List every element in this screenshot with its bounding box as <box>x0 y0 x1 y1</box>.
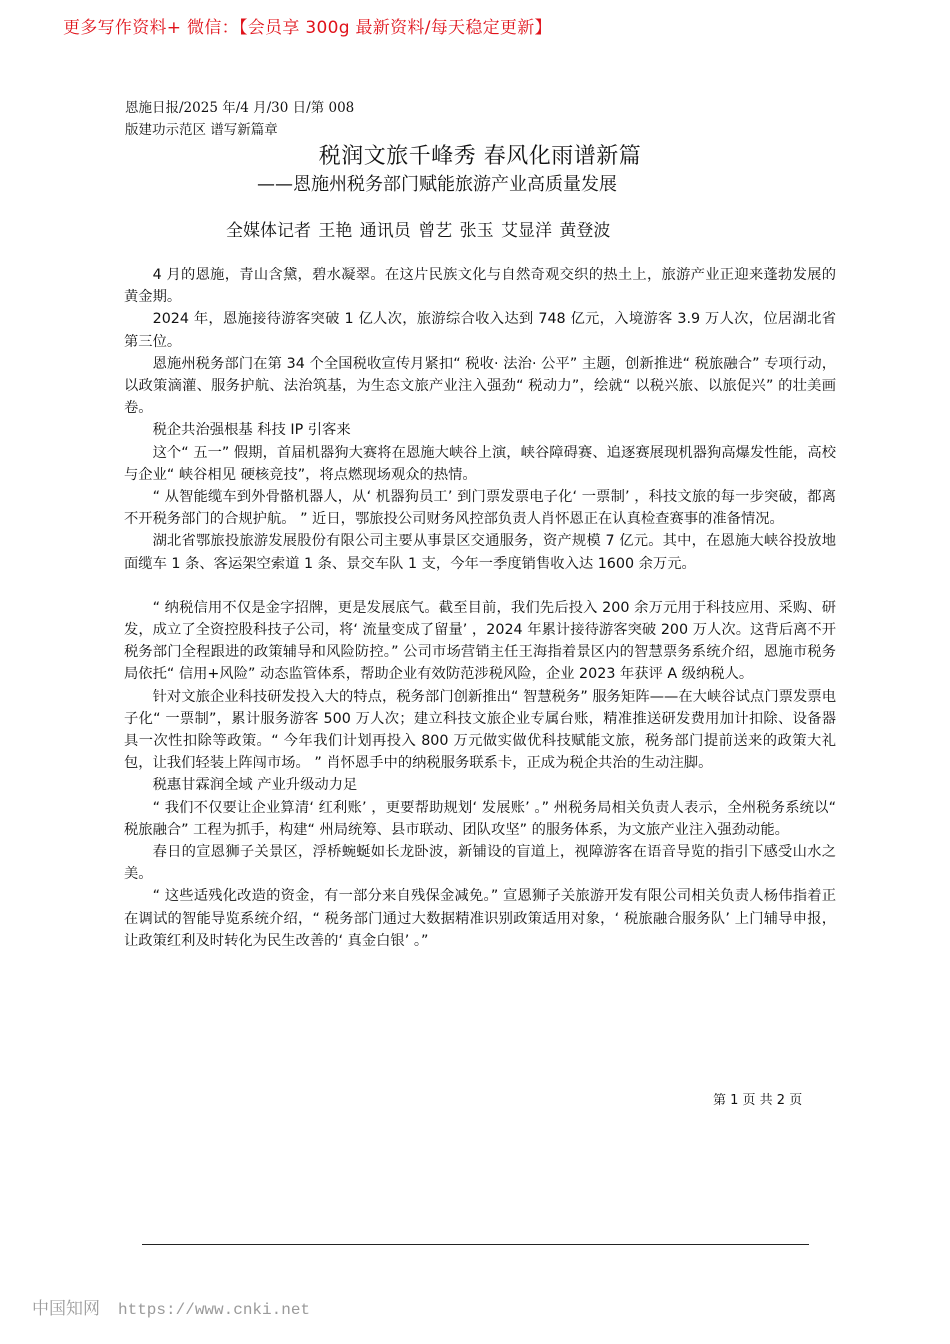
paragraph: 4 月的恩施，青山含黛，碧水凝翠。在这片民族文化与自然奇观交织的热土上，旅游产业正迎来蓬勃发展的黄金期。 <box>124 267 836 306</box>
footer-divider <box>142 1244 809 1245</box>
paragraph: “ 我们不仅要让企业算清‘ 红利账’ ，更要帮助规划‘ 发展账’ 。” 州税务局相关负责人表示，全州税务系统以“ 税旅融合” 工程为抓手，构建“ 州局统筹、县市联动、团队攻坚” 的服务体系，为文旅产业注入强劲动能。 <box>124 799 836 838</box>
paragraph: 湖北省鄂旅投旅游发展股份有限公司主要从事景区交通服务，资产规模 7 亿元。其中，在恩施大峡谷投放地面缆车 1 条、客运架空索道 1 条、景交车队 1 支，今年一季度销售收入达 1600 余万元。 <box>124 533 836 572</box>
paragraph: “ 这些适残化改造的资金，有一部分来自残保金减免。” 宣恩狮子关旅游开发有限公司相关负责人杨伟指着正在调试的智能导览系统介绍，“ 税务部门通过大数据精准识别政策适用对象，‘ 税旅融合服务队’ 上门辅导申报，让政策红利及时转化为民生改善的‘ 真金白银’ 。” <box>124 888 836 949</box>
article-subtitle: ——恩施州税务部门赋能旅游产业高质量发展 <box>257 174 617 195</box>
section-heading: 税惠甘霖润全域 产业升级动力足 <box>152 777 358 794</box>
footer <box>32 1294 310 1319</box>
source-line: 恩施日报/2025 年/4 月/30 日/第 008 <box>125 100 355 116</box>
paragraph: 春日的宣恩狮子关景区，浮桥蜿蜒如长龙卧波，新铺设的盲道上，视障游客在语音导览的指引下感受山水之美。 <box>124 844 836 883</box>
paragraph: 恩施州税务部门在第 34 个全国税收宣传月紧扣“ 税收· 法治· 公平” 主题，创新推进“ 税旅融合” 专项行动，以政策滴灌、服务护航、法治筑基，为生态文旅产业注入强劲“ 税动力”，绘就“ 以税兴旅、以旅促兴” 的壮美画卷。 <box>124 355 836 417</box>
paragraph: “ 从智能缆车到外骨骼机器人，从‘ 机器狗员工’ 到门票发票电子化‘ 一票制’ ，科技文旅的每一步突破，都离不开税务部门的合规护航。 ” 近日，鄂旅投公司财务风控部负责人肖怀恩正在认真检查赛事的准备情况。 <box>124 489 836 528</box>
promo-banner: 更多写作资料+ 微信：【会员享 300g 最新资料/每天稳定更新】 <box>63 18 552 38</box>
article-title: 税润文旅千峰秀 春风化雨谱新篇 <box>318 144 642 169</box>
site-name: 中国知网 <box>32 1299 100 1319</box>
column-line: 版建功示范区 谱写新篇章 <box>125 122 278 138</box>
site-url-link[interactable]: https://www.cnki.net <box>118 1301 311 1319</box>
paragraph: “ 纳税信用不仅是金字招牌，更是发展底气。截至目前，我们先后投入 200 余万元用于科技应用、采购、研发，成立了全资控股科技子公司，将‘ 流量变成了留量’ ，2024 年累计接待游客突破 200 万人次。这背后离不开税务部门全程跟进的政策辅导和风险防控。” 公司市场营销主任王海指着景区内的智慧票务系统介绍，恩施市税务局依托“ 信用+风险” 动态监管体系，帮助企业有效防范涉税风险，企业 2023 年获评 A 级纳税人。 <box>124 599 836 683</box>
article-body <box>124 264 836 952</box>
paragraph: 这个“ 五一” 假期，首届机器狗大赛将在恩施大峡谷上演，峡谷障碍赛、追逐赛展现机器狗高爆发性能，高校与企业“ 峡谷相见 硬核竞技”，将点燃现场观众的热情。 <box>124 444 836 483</box>
page-indicator: 第 1 页 共 2 页 <box>713 1093 803 1108</box>
article-byline: 全媒体记者 王艳 通讯员 曾艺 张玉 艾显洋 黄登波 <box>226 221 611 241</box>
paragraph: 针对文旅企业科技研发投入大的特点，税务部门创新推出“ 智慧税务” 服务矩阵——在大峡谷试点门票发票电子化“ 一票制”，累计服务游客 500 万人次；建立科技文旅企业专属台账，精准推送研发费用加计扣除、设备器具一次性扣除等政策。“ 今年我们计划再投入 800 万元做实做优科技赋能文旅，税务部门提前送来的政策大礼包，让我们轻装上阵闯市场。 ” 肖怀恩手中的纳税服务联系卡，正成为税企共治的生动注脚。 <box>124 688 836 772</box>
section-heading: 税企共治强根基 科技 IP 引客来 <box>152 422 351 439</box>
paragraph: 2024 年，恩施接待游客突破 1 亿人次，旅游综合收入达到 748 亿元，入境游客 3.9 万人次，位居湖北省第三位。 <box>124 311 836 350</box>
